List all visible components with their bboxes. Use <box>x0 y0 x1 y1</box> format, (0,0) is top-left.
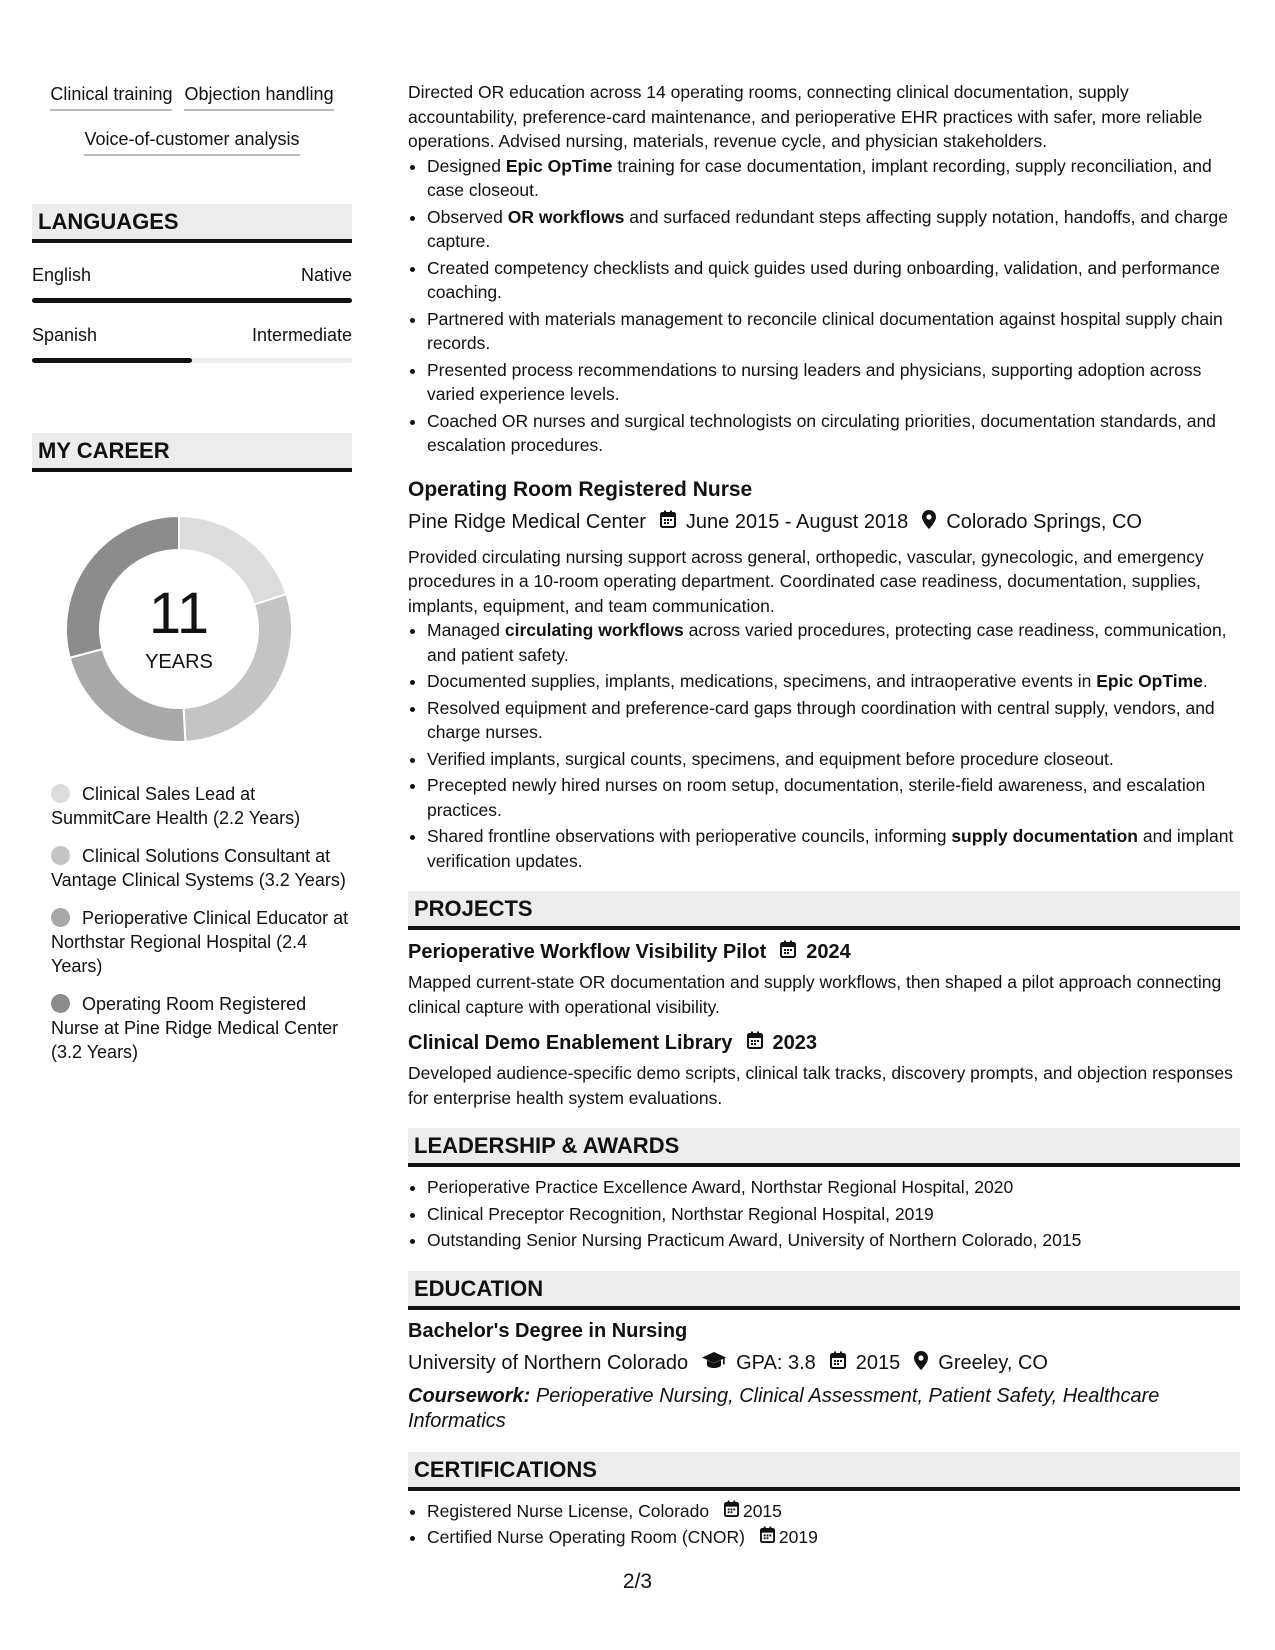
calendar-icon <box>660 510 676 534</box>
education-heading: EDUCATION <box>408 1271 1240 1310</box>
skill-tag: Objection handling <box>184 80 333 111</box>
languages-heading: LANGUAGES <box>32 204 352 243</box>
project-description: Developed audience-specific demo scripts, clinical talk tracks, discovery prompts, and objection responses for enterprise health system evaluations. <box>408 1063 1233 1108</box>
graduation-year: 2015 <box>855 1351 901 1374</box>
job-dates: June 2015 - August 2018 <box>685 510 909 533</box>
language-bar <box>32 358 352 363</box>
education-meta <box>408 1351 1240 1376</box>
career-heading: MY CAREER <box>32 433 352 472</box>
bullet-item: • Created competency checklists and quick guides used during onboarding, validation, and performance coaching. <box>427 256 1240 305</box>
calendar-icon <box>830 1351 846 1375</box>
bullet-item: • Resolved equipment and preference-card gaps through coordination with central supply, vendors, and charge nurses. <box>427 696 1240 745</box>
job-location: Colorado Springs, CO <box>946 510 1142 533</box>
calendar-icon <box>747 1031 763 1055</box>
awards-heading: LEADERSHIP & AWARDS <box>408 1128 1240 1167</box>
career-legend-label: Clinical Solutions Consultant at Vantage Clinical Systems (3.2 Years) <box>51 846 346 890</box>
gpa: GPA: 3.8 <box>736 1351 816 1374</box>
certification-item <box>427 1525 1240 1550</box>
bullet-item: • Coached OR nurses and surgical technologists on circulating priorities, documentation standards, and escalation procedures. <box>427 409 1240 458</box>
certifications-list <box>408 1499 1240 1550</box>
skill-tag: Clinical training <box>50 80 172 111</box>
school-location: Greeley, CO <box>938 1351 1048 1374</box>
bullet-item: • Presented process recommendations to nursing leaders and physicians, supporting adoption across varied experience levels. <box>427 358 1240 407</box>
job-bullets <box>408 618 1240 873</box>
map-pin-icon <box>922 510 936 535</box>
career-legend-item <box>51 844 352 892</box>
skill-tag: Voice-of-customer analysis <box>84 125 299 156</box>
certification-year: 2019 <box>778 1527 818 1547</box>
bullet-item: • Managed circulating workflows across varied procedures, protecting case readiness, communication, and patient safety. <box>427 618 1240 667</box>
language-item <box>32 265 352 303</box>
calendar-icon <box>724 1499 739 1524</box>
bullet-item: • Precepted newly hired nurses on room setup, documentation, sterile-field awareness, and escalation practices. <box>427 773 1240 822</box>
projects-heading: PROJECTS <box>408 891 1240 930</box>
language-bar-fill <box>32 298 352 303</box>
career-donut-chart <box>64 514 294 744</box>
experience-summary: Directed OR education across 14 operating rooms, connecting clinical documentation, supply accountability, preference-card maintenance, and perioperative EHR practices with safer, more reliable operations. Advised nursing, materials, revenue cycle, and physician stakeholders. <box>408 82 1203 151</box>
calendar-icon <box>760 1525 775 1550</box>
map-pin-icon <box>914 1351 928 1376</box>
project-title: Clinical Demo Enablement Library <box>408 1031 733 1054</box>
career-legend-item <box>51 782 352 830</box>
main-content <box>408 80 1240 1552</box>
bullet-item: • Shared frontline observations with perioperative councils, informing supply documentation and implant verification updates. <box>427 824 1240 873</box>
legend-dot-icon <box>51 784 70 803</box>
project-title: Perioperative Workflow Visibility Pilot <box>408 940 767 963</box>
coursework-label: Coursework: <box>408 1384 531 1407</box>
bullet-item: • Verified implants, surgical counts, specimens, and equipment before procedure closeout. <box>427 747 1240 772</box>
award-item: • Outstanding Senior Nursing Practicum Award, University of Northern Colorado, 2015 <box>427 1228 1240 1253</box>
language-name: Spanish <box>32 325 98 345</box>
page-number: 2/3 <box>622 1570 653 1593</box>
career-legend <box>32 782 352 1064</box>
legend-dot-icon <box>51 994 70 1013</box>
job-meta <box>408 510 1240 535</box>
job-title: Operating Room Registered Nurse <box>408 477 753 501</box>
language-name: English <box>32 265 92 285</box>
language-level: Native <box>300 265 352 285</box>
graduation-cap-icon <box>702 1351 726 1375</box>
language-bar <box>32 298 352 303</box>
career-years-number: 11 <box>148 580 210 646</box>
certification-name: Registered Nurse License, Colorado <box>427 1500 710 1521</box>
bullet-item: • Observed OR workflows and surfaced redundant steps affecting supply notation, handoffs, and charge capture. <box>427 205 1240 254</box>
school-name: University of Northern Colorado <box>408 1351 689 1374</box>
awards-list <box>408 1175 1240 1253</box>
project-description: Mapped current-state OR documentation and supply workflows, then shaped a pilot approach connecting clinical capture with operational visibility. <box>408 972 1222 1017</box>
certification-item <box>427 1499 1240 1524</box>
career-legend-label: Operating Room Registered Nurse at Pine Ridge Medical Center (3.2 Years) <box>51 994 339 1062</box>
degree-title: Bachelor's Degree in Nursing <box>408 1319 688 1342</box>
career-legend-item <box>51 992 352 1064</box>
coursework-list: Perioperative Nursing, Clinical Assessment, Patient Safety, Healthcare Informatics <box>408 1384 1160 1432</box>
career-legend-label: Clinical Sales Lead at SummitCare Health (2.2 Years) <box>51 784 301 828</box>
project-item <box>408 1031 1240 1110</box>
project-year: 2023 <box>772 1031 818 1054</box>
career-legend-item <box>51 906 352 978</box>
project-year: 2024 <box>806 940 851 963</box>
career-years-label: YEARS <box>145 650 213 673</box>
bullet-item: • Designed Epic OpTime training for case documentation, implant recording, supply reconciliation, and case closeout. <box>427 154 1240 203</box>
skills-list <box>32 80 352 170</box>
project-item <box>408 940 1240 1019</box>
legend-dot-icon <box>51 908 70 927</box>
award-item: • Perioperative Practice Excellence Award, Northstar Regional Hospital, 2020 <box>427 1175 1240 1200</box>
award-item: • Clinical Preceptor Recognition, Northstar Regional Hospital, 2019 <box>427 1202 1240 1227</box>
career-legend-label: Perioperative Clinical Educator at Northstar Regional Hospital (2.4 Years) <box>51 908 349 976</box>
language-level: Intermediate <box>251 325 352 345</box>
certification-year: 2015 <box>742 1500 782 1521</box>
bullet-item: • Documented supplies, implants, medications, specimens, and intraoperative events in Epic OpTime. <box>427 669 1240 694</box>
certifications-heading: CERTIFICATIONS <box>408 1452 1240 1491</box>
language-item <box>32 325 352 363</box>
calendar-icon <box>780 940 796 964</box>
language-bar-fill <box>32 358 192 363</box>
coursework <box>408 1384 1240 1434</box>
job-employer: Pine Ridge Medical Center <box>408 510 646 533</box>
job-summary: Provided circulating nursing support across general, orthopedic, vascular, gynecologic, and emergency procedures in a 10-room operating department. Coordinated case readiness, documentation, supplies, implants, equipment, and team communication. <box>408 546 1204 616</box>
bullet-item: • Partnered with materials management to reconcile clinical documentation against hospital supply chain records. <box>427 307 1240 356</box>
certification-name: Certified Nurse Operating Room (CNOR) <box>427 1527 746 1547</box>
legend-dot-icon <box>51 846 70 865</box>
experience-bullets <box>408 154 1240 458</box>
sidebar <box>32 80 352 1078</box>
